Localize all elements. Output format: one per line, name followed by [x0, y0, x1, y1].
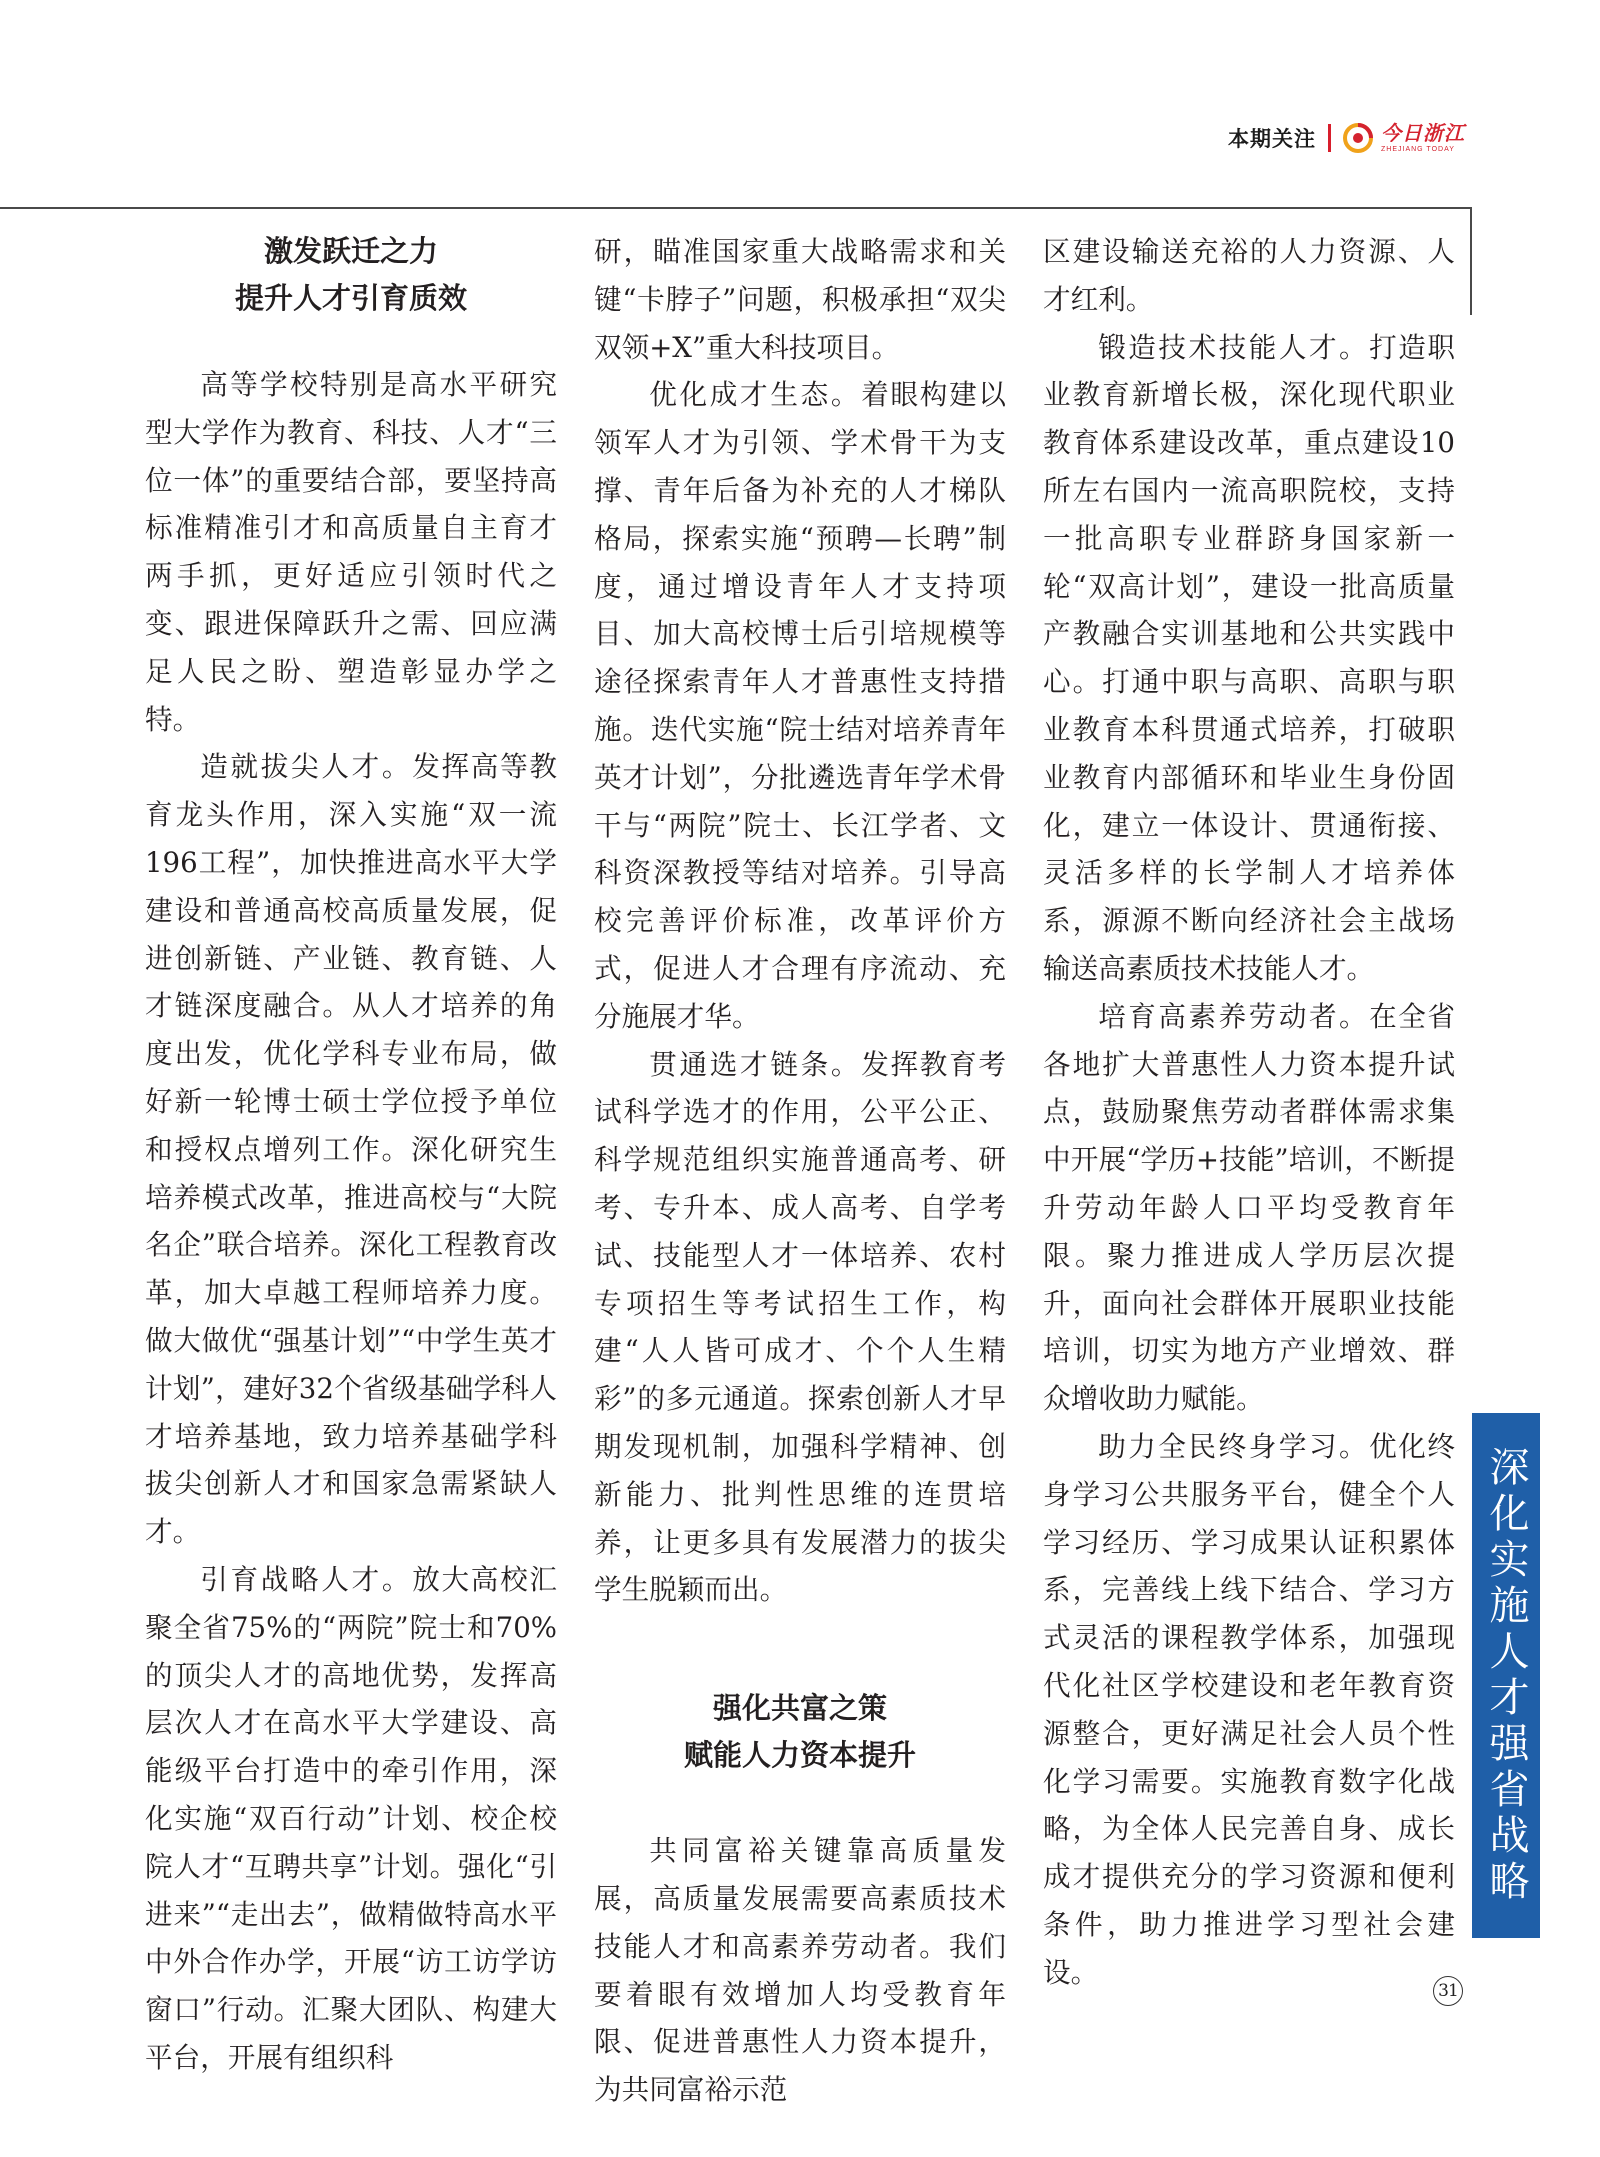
paragraph-lead: 优化成才生态。 [649, 378, 862, 412]
article-column-3 [1043, 228, 1455, 1996]
paragraph-body: 在全省各地扩大普惠性人力资本提升试点，鼓励聚焦劳动者群体需求集中开展“学历+技能”培训，不断提升劳动年龄人口平均受教育年限。聚力推进成人学历层次提升，面向社会群体开展职业技能培训，切实为地方产业增效、群众增收助力赋能。 [1043, 999, 1455, 1416]
zhejiang-today-logo [1341, 121, 1465, 155]
paragraph [594, 371, 1006, 1040]
paragraph-lead: 锻造技术技能人才。 [1098, 330, 1370, 364]
logo-swirl-icon [1341, 121, 1375, 155]
paragraph-lead: 引育战略人才。 [200, 1562, 413, 1596]
paragraph-body: 发挥教育考试科学选才的作用，公平公正、科学规范组织实施普通高考、研考、专升本、成人高考、自学考试、技能型人才一体培养、农村专项招生等考试招生工作，构建“人人皆可成才、个个人生精彩”的多元通道。探索创新人才早期发现机制，加强科学精神、创新能力、批判性思维的连贯培养，让更多具有发展潜力的拔尖学生脱颖而出。 [594, 1047, 1006, 1607]
section-heading-1-line2: 提升人才引育质效 [234, 281, 467, 315]
page-number: 31 [1433, 1976, 1463, 2006]
paragraph [594, 1041, 1006, 1615]
paragraph-lead: 助力全民终身学习。 [1098, 1429, 1370, 1463]
logo-subtitle: ZHEJIANG TODAY [1381, 146, 1455, 153]
paragraph [145, 743, 557, 1556]
paragraph: 高等学校特别是高水平研究型大学作为教育、科技、人才“三位一体”的重要结合部，要坚持高标准精准引才和高质量自主育才两手抓，更好适应引领时代之变、跟进保障跃升之需、回应满足人民之盼、塑造彰显办学之特。 [145, 368, 557, 736]
paragraph-lead: 贯通选才链条。 [649, 1047, 862, 1081]
paragraph-body: 优化终身学习公共服务平台，健全个人学习经历、学习成果认证积累体系，完善线上线下结合、学习方式灵活的课程教学体系，加强现代化社区学校建设和老年教育资源整合，更好满足社会人员个性化学习需要。实施教育数字化战略，为全体人民完善自身、成长成才提供充分的学习资源和便利条件，助力推进学习型社会建设。 [1043, 1429, 1455, 1989]
paragraph [145, 1556, 557, 2082]
paragraph-continued: 研，瞄准国家重大战略需求和关键“卡脖子”问题，积极承担“双尖双领+X”重大科技项目。 [594, 235, 1006, 364]
section-heading-2-line1: 强化共富之策 [712, 1691, 887, 1726]
paragraph-body: 放大高校汇聚全省75%的“两院”院士和70%的顶尖人才的高地优势，发挥高层次人才在高水平大学建设、高能级平台打造中的牵引作用，深化实施“双百行动”计划、校企校院人才“互聘共享”计划。强化“引进来”“走出去”，做精做特高水平中外合作办学，开展“访工访学访窗口”行动。汇聚大团队、构建大平台，开展有组织科 [145, 1562, 557, 2074]
side-tab [1472, 1413, 1540, 1938]
section-heading-2-line2: 赋能人力资本提升 [683, 1738, 916, 1773]
header-divider [1328, 124, 1331, 152]
article-column-2 [594, 228, 1006, 2114]
section-label: 本期关注 [1228, 127, 1316, 151]
paragraph [1043, 1423, 1455, 1997]
paragraph-lead: 培育高素养劳动者。 [1098, 999, 1370, 1033]
article-column-1 [145, 228, 557, 2082]
section-heading-2 [594, 1685, 1006, 1779]
paragraph-body: 着眼构建以领军人才为引领、学术骨干为支撑、青年后备为补充的人才梯队格局，探索实施“预聘—长聘”制度，通过增设青年人才支持项目、加大高校博士后引培规模等途径探索青年人才普惠性支持措施。迭代实施“院士结对培养青年英才计划”，分批遴选青年学术骨干与“两院”院士、长江学者、文科资深教授等结对培养。引导高校完善评价标准，改革评价方式，促进人才合理有序流动、充分施展才华。 [594, 378, 1006, 1033]
paragraph [1043, 324, 1455, 993]
right-rule [1470, 207, 1472, 315]
side-tab-label: 深化实施人才强省战略 [1483, 1445, 1529, 1906]
logo-title: 今日浙江 [1381, 121, 1465, 145]
top-rule [0, 207, 1472, 209]
section-heading-1 [145, 228, 557, 322]
paragraph: 共同富裕关键靠高质量发展，高质量发展需要高素质技术技能人才和高素养劳动者。我们要着眼有效增加人均受教育年限、促进普惠性人力资本提升，为共同富裕示范 [594, 1834, 1006, 2107]
paragraph-body: 发挥高等教育龙头作用，深入实施“双一流196工程”，加快推进高水平大学建设和普通高校高质量发展，促进创新链、产业链、教育链、人才链深度融合。从人才培养的角度出发，优化学科专业布局，做好新一轮博士硕士学位授予单位和授权点增列工作。深化研究生培养模式改革，推进高校与“大院名企”联合培养。深化工程教育改革，加大卓越工程师培养力度。做大做优“强基计划”“中学生英才计划”，建好32个省级基础学科人才培养基地，致力培养基础学科拔尖创新人才和国家急需紧缺人才。 [145, 750, 557, 1549]
paragraph-body: 打造职业教育新增长极，深化现代职业教育体系建设改革，重点建设10所左右国内一流高职院校，支持一批高职专业群跻身国家新一轮“双高计划”，建设一批高质量产教融合实训基地和公共实践中心。打通中职与高职、高职与职业教育本科贯通式培养，打破职业教育内部循环和毕业生身份固化，建立一体设计、贯通衔接、灵活多样的长学制人才培养体系，源源不断向经济社会主战场输送高素质技术技能人才。 [1043, 330, 1455, 985]
paragraph [1043, 993, 1455, 1423]
page-header [1228, 118, 1465, 158]
paragraph-continued: 区建设输送充裕的人力资源、人才红利。 [1043, 235, 1455, 316]
paragraph-lead: 造就拔尖人才。 [200, 750, 413, 784]
section-heading-1-line1: 激发跃迁之力 [263, 234, 438, 268]
